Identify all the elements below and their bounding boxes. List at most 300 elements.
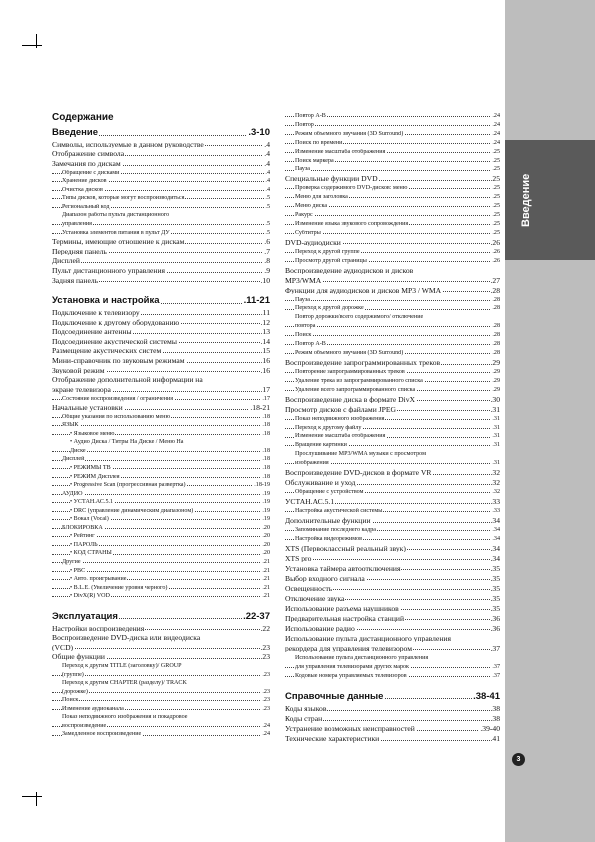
toc-entry: [52, 499, 270, 505]
toc-entry-page: .4: [265, 169, 270, 176]
toc-entry-title: Использование разъема наушников: [285, 604, 399, 613]
toc-entry-title: Вращение картинки: [295, 442, 347, 449]
toc-entry: [285, 645, 500, 653]
toc-entry-title: Настройка видеорежимов: [295, 535, 362, 542]
toc-entry-page: .28: [492, 332, 500, 339]
toc-entry-page: .34: [490, 544, 500, 553]
toc-entry-title: Переход к другой дорожке: [295, 305, 364, 312]
toc-entry: [52, 328, 270, 336]
toc-entry: [52, 319, 270, 327]
toc-entry: [52, 141, 270, 149]
toc-entry-title: Размещение акустических систем: [52, 347, 162, 356]
toc-entry: [285, 442, 500, 448]
toc-entry-page: .35: [490, 604, 500, 613]
toc-entry-page: .21: [262, 567, 270, 574]
toc-entry: [52, 267, 270, 275]
toc-entry-title: • УСТАН.АС.5.1: [70, 499, 114, 506]
page-number: 3: [512, 753, 525, 766]
toc-entry: [285, 140, 500, 146]
toc-entry-page: .32: [492, 489, 500, 496]
toc-entry-page: .10: [260, 276, 270, 285]
toc-entry-title: • DRC (управление динамическим диапазоном): [70, 507, 194, 514]
toc-entry-title: Проверка содержимого DVD-дисков: меню: [295, 185, 408, 192]
toc-entry: [52, 257, 270, 265]
toc-entry-page: .16: [260, 366, 270, 375]
toc-entry-page: .24: [492, 113, 500, 119]
toc-entry-title: Воспроизведение аудиодисков и дисков: [285, 266, 414, 275]
toc-entry-page: .3-10: [248, 128, 270, 138]
toc-entry-title: Предварительная настройка станций: [285, 614, 405, 623]
toc-entry-page: .18: [262, 413, 270, 420]
toc-entry-page: .26: [490, 238, 500, 247]
toc-entry-page: .19: [262, 507, 270, 514]
toc-entry: [52, 422, 270, 428]
toc-entry-page: .12: [260, 318, 270, 327]
toc-entry: [285, 433, 500, 439]
toc-entry-title: Дисплей: [52, 257, 80, 265]
toc-entry-title: Настройка акустической системы: [295, 508, 383, 514]
toc-entry: [285, 369, 500, 375]
toc-entry: [52, 456, 270, 462]
toc-entry-page: .25: [492, 166, 500, 173]
toc-entry-title: (дорожке): [62, 688, 88, 695]
toc-entry-page: .4: [264, 150, 270, 159]
page-title: Содержание: [52, 112, 114, 123]
toc-entry-title: Ракурс: [295, 212, 313, 219]
toc-entry-title: Другие: [62, 559, 81, 566]
toc-entry: [285, 287, 500, 295]
toc-entry-title: Мини-справочник по звуковым режимам: [52, 357, 185, 365]
toc-entry: [52, 508, 270, 514]
toc-entry: [285, 212, 500, 218]
toc-entry-page: .20: [262, 541, 270, 548]
toc-entry: [285, 565, 500, 573]
toc-entry-page: .31: [492, 433, 500, 440]
toc-entry-title: Специальные функции DVD: [285, 175, 378, 183]
toc-entry-title: • PBC: [70, 567, 86, 574]
toc-entry-page: .41: [490, 734, 500, 743]
toc-entry-page: .38-41: [473, 691, 500, 702]
toc-entry-title: УСТАН.АС.5.1: [285, 497, 335, 506]
toc-entry-page: .19: [262, 490, 270, 497]
toc-entry-title: Субтитры: [295, 229, 321, 236]
toc-entry: [52, 474, 270, 480]
toc-entry-title: Установка элементов питания в пульт ДУ: [62, 229, 170, 236]
toc-entry-title: Устранение возможных неисправностей: [285, 724, 415, 733]
toc-entry-title: Введение: [52, 128, 99, 138]
toc-entry: [52, 347, 270, 355]
toc-entry-title: Просмотр дисков с файлами JPEG: [285, 405, 396, 414]
toc-entry: [285, 194, 500, 200]
toc-entry-title: Начальные установки: [52, 404, 123, 412]
toc-entry: [285, 489, 500, 495]
toc-entry-title: Общие указания по использованию меню: [62, 413, 171, 420]
toc-entry-title: Повтор дорожки/всего содержимого/ отключение: [295, 314, 424, 321]
toc-entry-page: .17: [262, 395, 270, 402]
toc-entry: [285, 625, 500, 633]
toc-entry-title: управления: [62, 220, 92, 227]
toc-entry-title: Использование радио: [285, 624, 355, 633]
toc-entry-title: Диске: [70, 447, 86, 454]
toc-entry-page: .20: [262, 533, 270, 540]
toc-entry-page: .28: [492, 296, 500, 303]
toc-entry: [52, 689, 270, 695]
toc-entry-title: Показ неподвижного изображения: [295, 415, 385, 422]
toc-entry-page: .25: [492, 220, 500, 227]
toc-entry-title: Очистка дисков: [62, 186, 103, 193]
toc-entry-title: Режим объемного звучания (3D Surround): [295, 350, 404, 356]
toc-entry: [52, 414, 270, 420]
toc-entry: [52, 431, 270, 437]
toc-entry-title: Переход к другим CHAPTER (разделу)/ TRACK: [62, 680, 187, 687]
toc-entry: [285, 575, 500, 583]
toc-entry-title: Отображение символа: [52, 150, 125, 159]
toc-entry-page: .36: [490, 624, 500, 633]
side-tab-label: Введение: [520, 173, 532, 227]
toc-entry-page: .7: [264, 247, 270, 256]
toc-entry: [52, 550, 270, 556]
toc-entry: [285, 378, 500, 384]
toc-entry-title: Воспроизведение DVD-диска или видеодиска: [52, 634, 201, 642]
toc-entry-page: .18: [262, 430, 270, 437]
toc-entry-page: .15: [260, 347, 270, 356]
toc-entry: [52, 238, 270, 246]
toc-entry-title: XTS (Первоклассный реальный звук): [285, 544, 406, 553]
toc-entry: [52, 160, 270, 168]
toc-entry: [285, 277, 500, 285]
toc-entry-page: .18: [262, 422, 270, 429]
toc-entry: [52, 672, 270, 678]
toc-entry-page: .24: [262, 731, 270, 738]
toc-entry-title: Повторение запрограммированных треков: [295, 368, 405, 375]
toc-entry: [52, 357, 270, 365]
toc-entry: [285, 359, 500, 367]
toc-entry: [285, 479, 500, 487]
toc-entry-title: Отображение дополнительной информации на: [52, 376, 203, 384]
toc-entry-title: Обращение с устройством: [295, 489, 364, 496]
toc-entry: [285, 595, 500, 603]
toc-entry-page: .28: [492, 305, 500, 312]
toc-entry-title: Типы дисков, которые могут воспроизводиться: [62, 195, 185, 202]
toc-entry-title: Обращение с дисками: [62, 169, 120, 176]
toc-entry-page: .31: [492, 442, 500, 449]
toc-entry: [285, 221, 500, 227]
toc-entry-page: .5: [265, 229, 270, 236]
toc-entry-page: .34: [492, 535, 500, 542]
toc-entry-title: Поиск маркера: [295, 157, 334, 164]
toc-entry: [52, 338, 270, 346]
toc-entry: [285, 258, 500, 264]
toc-entry: [285, 341, 500, 347]
toc-entry-title: Передняя панель: [52, 247, 107, 256]
toc-entry: [52, 680, 270, 686]
toc-entry: [52, 625, 270, 633]
toc-entry-page: .13: [260, 328, 270, 336]
toc-entry: [285, 149, 500, 155]
toc-entry-title: Подключение к телевизору: [52, 308, 140, 317]
toc-entry: [285, 425, 500, 431]
toc-entry-title: Задняя панель: [52, 276, 99, 285]
toc-entry-title: Меню диска: [295, 203, 328, 210]
toc-entry-page: .16: [260, 357, 270, 365]
toc-entry: [285, 451, 500, 457]
toc-entry: [285, 615, 500, 623]
toc-entry-title: Дисплей: [62, 456, 85, 463]
toc-entry-title: Повтор: [295, 121, 314, 128]
toc-entry-title: Переход к другой группе: [295, 248, 360, 255]
toc-entry-title: • Вокал (Vocal): [70, 516, 109, 523]
toc-entry: [285, 460, 500, 466]
toc-entry-title: • ПАРОЛЬ: [70, 541, 98, 548]
toc-entry-title: Пауза: [295, 296, 310, 303]
toc-entry-title: Переход к другим TITLE (заголовку)/ GROUP: [62, 663, 182, 670]
toc-entry-page: .23: [260, 653, 270, 662]
toc-entry-title: Эксплуатация: [52, 611, 118, 622]
crop-mark: [36, 792, 37, 806]
toc-entry-page: .29: [492, 377, 500, 384]
toc-entry-page: .23: [262, 671, 270, 678]
toc-entry-title: Подсоединение акустической системы: [52, 337, 177, 346]
toc-entry: [285, 517, 500, 525]
toc-entry-title: Воспроизведение DVD-дисков в формате VR: [285, 469, 432, 477]
toc-entry: [52, 277, 270, 285]
toc-entry-page: .20: [262, 550, 270, 557]
toc-entry-title: повтора: [295, 323, 316, 330]
toc-entry-title: для управления телевизорами других марок: [295, 663, 409, 670]
toc-entry: [52, 593, 270, 599]
toc-entry: [52, 221, 270, 227]
toc-entry-page: .8: [264, 257, 270, 265]
toc-entry-page: .4: [265, 178, 270, 185]
toc-entry-title: Запоминание последнего кадра: [295, 526, 376, 533]
toc-entry: [285, 605, 500, 613]
toc-entry: [52, 697, 270, 703]
toc-entry-page: .26: [492, 248, 500, 255]
toc-entry-title: Функции для аудиодисков и дисков MP3 / WMA: [285, 286, 442, 295]
toc-entry-page: .24: [492, 121, 500, 128]
toc-entry: [52, 482, 270, 488]
toc-entry: [52, 230, 270, 236]
toc-entry-page: .21: [262, 559, 270, 566]
toc-entry-page: .24: [492, 139, 500, 146]
toc-entry: [285, 122, 500, 128]
toc-entry-page: .25: [492, 194, 500, 201]
toc-entry-title: Хранение дисков: [62, 178, 107, 185]
toc-entry-page: .4: [265, 186, 270, 193]
toc-entry-title: Повтор A-B: [295, 113, 326, 119]
toc-entry: [52, 396, 270, 402]
toc-entry-title: Подключение к другому оборудованию: [52, 318, 180, 327]
toc-entry: [285, 555, 500, 563]
toc-entry-title: БЛОКИРОВКА: [62, 524, 103, 531]
toc-entry-page: .18: [262, 456, 270, 463]
toc-entry-page: .23: [262, 705, 270, 712]
toc-entry-page: .32: [490, 469, 500, 477]
toc-entry: [285, 203, 500, 209]
toc-entry: [285, 508, 500, 514]
toc-entry-page: .26: [492, 257, 500, 264]
toc-entry: [52, 542, 270, 548]
side-tab: [505, 0, 595, 842]
toc-entry: [52, 714, 270, 720]
toc-entry: [52, 150, 270, 158]
toc-entry: [52, 309, 270, 317]
toc-entry-title: Общие функции: [52, 653, 106, 662]
toc-entry-title: Подсоединение антенны: [52, 328, 132, 336]
toc-entry: [285, 416, 500, 422]
toc-entry-page: .18: [262, 447, 270, 454]
toc-entry: [285, 267, 500, 275]
toc-entry-title: Диапазон работы пульта дистанционного: [62, 212, 170, 219]
toc-entry-title: Коды языков: [285, 704, 327, 713]
toc-entry-page: .36: [490, 614, 500, 623]
toc-entry-page: .18-19: [254, 482, 270, 489]
toc-entry: [285, 387, 500, 393]
toc-entry: [285, 725, 500, 733]
toc-entry: [52, 516, 270, 522]
toc-entry: [285, 350, 500, 356]
toc-entry-title: Термины, имеющие отношение к дискам: [52, 238, 185, 246]
toc-entry-title: Воспроизведение запрограммированных треков: [285, 358, 441, 367]
toc-entry-page: .28: [492, 350, 500, 356]
toc-entry-page: .30: [490, 395, 500, 404]
toc-entry-page: .23: [260, 643, 270, 652]
toc-entry: [285, 305, 500, 311]
toc-entry-title: Изменение языка звукового сопровождения: [295, 220, 409, 227]
toc-entry-page: .22: [260, 624, 270, 633]
toc-entry-title: Поиск по времени: [295, 139, 343, 146]
toc-entry: [285, 498, 500, 506]
toc-entry: [52, 170, 270, 176]
toc-entry-title: Справочные данные: [285, 691, 384, 702]
toc-entry: [52, 585, 270, 591]
toc-entry: [52, 204, 270, 210]
toc-entry-title: Изменение масштаба отображения: [295, 433, 386, 440]
toc-entry-page: .5: [265, 220, 270, 227]
toc-entry: [52, 187, 270, 193]
toc-entry-page: .25: [492, 203, 500, 210]
toc-entry-title: рекордера для управления телевизором: [285, 644, 413, 653]
toc-entry: [52, 634, 270, 642]
toc-entry-page: .35: [490, 594, 500, 603]
toc-entry-page: .24: [492, 130, 500, 137]
toc-entry-page: .35: [490, 574, 500, 583]
toc-entry-page: .22-37: [243, 611, 270, 622]
toc-entry-page: .37: [492, 663, 500, 670]
toc-entry: [52, 525, 270, 531]
toc-entry-title: Просмотр другой страницы: [295, 257, 367, 264]
toc-section-heading: [52, 612, 270, 622]
toc-entry-page: .18-21: [250, 404, 270, 412]
toc-entry-page: .25: [492, 185, 500, 192]
toc-entry-page: .28: [492, 341, 500, 348]
toc-entry-page: .4: [264, 160, 270, 168]
toc-entry-title: Меню для заголовка: [295, 194, 348, 201]
toc-entry: [52, 448, 270, 454]
toc-entry-title: экране телевизора: [52, 385, 111, 394]
toc-entry-page: .6: [264, 238, 270, 246]
toc-entry-page: .33: [492, 508, 500, 514]
toc-entry-page: .17: [260, 385, 270, 394]
toc-entry-page: .38: [490, 704, 500, 713]
toc-entry-page: .35: [490, 564, 500, 573]
toc-entry-title: • DivX(R) VOD: [70, 593, 110, 600]
toc-entry-title: Поиск: [62, 697, 79, 704]
toc-entry: [285, 536, 500, 542]
toc-entry-page: .18: [262, 464, 270, 471]
toc-entry-title: ЯЗЫК: [62, 422, 79, 429]
toc-entry-title: Обслуживание и уход: [285, 479, 356, 487]
toc-entry-title: • Языковое меню: [70, 430, 115, 437]
toc-entry-page: .29: [490, 358, 500, 367]
toc-entry-title: Показ неподвижного изображения и покадровое: [62, 714, 188, 721]
toc-entry-title: воспроизведение: [62, 722, 107, 729]
toc-entry-page: .34: [492, 526, 500, 533]
toc-entry-title: Освещенность: [285, 584, 333, 593]
toc-entry-title: Использование пульта дистанционного управления: [285, 634, 451, 643]
toc-entry: [285, 166, 500, 172]
toc-entry-page: .25: [492, 148, 500, 155]
toc-entry-page: .25: [492, 157, 500, 164]
toc-entry-page: .19: [262, 516, 270, 523]
toc-entry-page: .21: [262, 584, 270, 591]
crop-mark: [22, 45, 42, 46]
toc-entry: [52, 404, 270, 412]
toc-entry-title: Изменение масштаба отображения: [295, 148, 386, 155]
toc-entry-title: Пульт дистанционного управления: [52, 266, 166, 275]
toc-entry: [52, 248, 270, 256]
toc-entry-page: .5: [265, 195, 270, 202]
toc-entry-page: .31: [490, 405, 500, 414]
toc-entry-page: .11: [260, 308, 270, 317]
toc-entry-title: Установка таймера автоотключения: [285, 564, 401, 573]
toc-entry-title: Установка и настройка: [52, 296, 160, 306]
toc-entry-page: .24: [262, 722, 270, 729]
toc-section-heading: [52, 128, 270, 138]
toc-entry-title: Дополнительные функции: [285, 516, 371, 525]
toc-entry-page: .23: [262, 688, 270, 695]
toc-entry-title: • Аудио Диска / Титры На Диске / Меню На: [70, 439, 184, 446]
toc-entry: [285, 113, 500, 119]
toc-entry: [285, 527, 500, 533]
toc-entry: [285, 406, 500, 414]
toc-entry: [285, 230, 500, 236]
toc-entry-title: • РЕЖИМ Дисплея: [70, 473, 120, 480]
toc-entry: [52, 376, 270, 384]
toc-entry-title: • РЕЖИМЫ ТВ: [70, 464, 111, 471]
toc-entry: [285, 249, 500, 255]
toc-entry: [52, 568, 270, 574]
toc-entry-title: Технические характеристики: [285, 734, 380, 743]
toc-entry-page: .18: [262, 473, 270, 480]
toc-entry: [52, 706, 270, 712]
toc-entry: [285, 735, 500, 743]
toc-entry: [285, 396, 500, 404]
toc-entry-title: Использование пульта дистанционного управления: [295, 654, 429, 661]
toc-entry-page: .31: [492, 460, 500, 467]
toc-entry: [52, 212, 270, 218]
toc-entry-title: (VCD): [52, 643, 74, 652]
toc-entry-title: • Progressive Scan (прогрессивная развертка): [70, 482, 186, 489]
toc-entry-page: .25: [490, 175, 500, 183]
toc-entry-page: .23: [262, 697, 270, 704]
toc-entry: [52, 367, 270, 375]
toc-entry: [285, 175, 500, 183]
toc-entry-title: • Рейтинг: [70, 533, 95, 540]
crop-mark: [22, 796, 42, 797]
toc-entry: [285, 332, 500, 338]
toc-entry-page: .34: [490, 554, 500, 563]
